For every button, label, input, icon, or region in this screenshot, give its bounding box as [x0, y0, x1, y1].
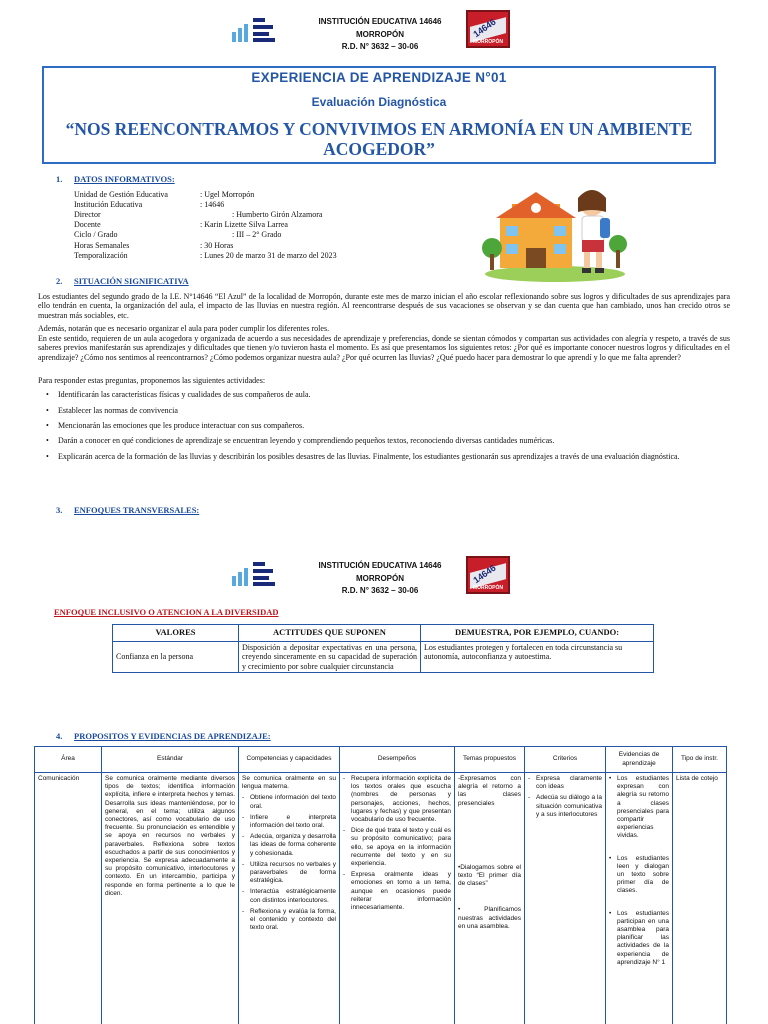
competencia-intro: Se comunica oralmente en su lengua materna. — [242, 775, 336, 791]
enfoque-table — [112, 624, 654, 673]
table-cell: Los estudiantes protegen y fortalecen en toda circunstancia su autonomía, autoconfianza y autoestima. — [421, 642, 654, 673]
situacion-paragraph-1: Los estudiantes del segundo grado de la I.E. N°14646 “El Azul” de la localidad de Morropón, durante este mes de marzo inician el año escolar reflexionando sobre sus logros y dificultades de sus aprendizajes para ello tendrán en cuenta, la organización del aula, el impacto de las lluvias en nuestra región. Al reencontrarse después de sus vacaciones se observan y se dan cuenta que han cambiado, unos han crecido otros se muestran más sociables, etc. — [38, 292, 730, 320]
experience-name: “NOS REENCONTRAMOS Y CONVIVIMOS EN ARMONÍA EN UN AMBIENTE ACOGEDOR” — [65, 119, 693, 159]
situacion-paragraph-4: Para responder estas preguntas, proponemos las siguientes actividades: — [38, 376, 266, 385]
institution-header — [280, 560, 480, 598]
activity-item: • Mencionarán las emociones que les produce interactuar con sus compañeros. — [58, 421, 730, 430]
shield-label: MORROPÓN — [473, 39, 503, 45]
school-shield-icon — [466, 10, 510, 48]
dato-value: : Lunes 20 de marzo 31 de marzo del 2023 — [200, 251, 337, 260]
desempenos-cell — [340, 773, 455, 1024]
dato-value: : 30 Horas — [200, 241, 234, 250]
situacion-paragraph-3: En este sentido, requieren de un aula acogedora y organizada de acuerdo a sus necesidades de aprendizaje y preferencias, donde se sientan cómodos y compartan sus actividades con alegría y respeto, a través de sus saberes previos manifestarán sus aprendizajes y dificultades que tienen y/o tuvieron hasta el momento. Es así que presentamos los siguientes retos: ¿Por qué es importante conocer nuestros logros y dificultades en el aprendizaje? ¿Cómo nos sentimos al reencontrarnos? ¿Cómo podemos organizar nuestra aula? ¿Por qué ocurren las lluvias? ¿Qué puedo hacer para demostrar lo que aprendí y lo que me falta aprender? — [38, 334, 730, 362]
activity-item: • Darán a conocer en qué condiciones de aprendizaje se encuentran leyendo y comprendiendo pequeños textos, reconociendo diversas cantidades numéricas. — [58, 436, 730, 445]
list-item: - Expresa oralmente ideas y emociones en torno a un tema, aunque en ocasiones puede reiterar información innecesariamente. — [343, 871, 451, 912]
activity-item: • Establecer las normas de convivencia — [58, 406, 730, 415]
list-item: - Reflexiona y evalúa la forma, el contenido y contexto del texto oral. — [242, 908, 336, 933]
tema-item: -Expresamos con alegría el retorno a las clases presenciales — [458, 775, 521, 807]
shield-number: 14646 — [471, 16, 498, 40]
table-row — [113, 642, 654, 673]
criterios-cell — [525, 773, 606, 1024]
dato-value: : 14646 — [200, 200, 225, 209]
list-item: - Utiliza recursos no verbales y paraverbales de forma estratégica. — [242, 861, 336, 886]
enfoque-header-row — [113, 625, 654, 642]
dato-label: Institución Educativa — [74, 200, 143, 209]
competencias-cell — [239, 773, 340, 1024]
list-item: • Los estudiantes leen y dialogan un texto sobre primer día de clases. — [609, 855, 669, 896]
school-name: INSTITUCIÓN EDUCATIVA 14646 — [318, 17, 442, 26]
school-town: MORROPÓN — [356, 573, 404, 583]
dato-label: Temporalización — [74, 251, 128, 260]
activity-item: • Identificarán las características físicas y cualidades de sus compañeros de aula. — [58, 390, 730, 399]
list-item: - Obtiene información del texto oral. — [242, 794, 336, 810]
dato-value: : III – 2° Grado — [232, 230, 282, 239]
school-illustration — [482, 178, 628, 282]
institution-header — [280, 16, 480, 54]
dato-label: Docente — [74, 220, 101, 229]
school-name: INSTITUCIÓN EDUCATIVA 14646 — [318, 561, 442, 570]
section-4-heading: 4. PROPOSITOS Y EVIDENCIAS DE APRENDIZAJE: — [56, 731, 271, 741]
column-header: VALORES — [113, 625, 239, 642]
column-header: Temas propuestos — [455, 747, 525, 773]
list-item: - Recupera información explícita de los textos orales que escucha (nombres de personas y personajes, acciones, hechos, lugares y fechas) y que presentan vocabulario de uso frecuente. — [343, 775, 451, 824]
estandar-cell: Se comunica oralmente mediante diversos tipos de textos; identifica información explícita, infiere e interpreta hechos y temas. Desarrolla sus ideas manteniéndose, por lo general, en el tema; utiliza algunos conectores, así como vocabulario de uso frecuente. Su pronunciación es entendible y se apoya en recursos no verbales y paraverbales. Reflexiona sobre textos escuchados a partir de sus conocimientos y experiencia. Se expresa adecuadamente a su propósito comunicativo, interlocutores y contexto. En un intercambio, participa y responde en forma pertinente a lo que le dicen. — [102, 773, 239, 1024]
activity-item: • Explicarán acerca de la formación de las lluvias y describirán los posibles desastres de las lluvias. Finalmente, los estudiantes gestionarán sus aprendizajes a través de una evaluación diagnóstica. — [58, 452, 730, 461]
column-header: ACTITUDES QUE SUPONEN — [239, 625, 421, 642]
school-town: MORROPÓN — [356, 29, 404, 39]
title-box — [42, 66, 716, 164]
institution-logo-icon — [232, 18, 276, 42]
dato-label: Horas Semanales — [74, 241, 130, 250]
section-3-heading: 3. ENFOQUES TRANSVERSALES: — [56, 505, 200, 515]
shield-number: 14646 — [471, 562, 498, 586]
school-resolution: R.D. N° 3632 – 30-06 — [341, 42, 419, 51]
list-item: • Los estudiantes participan en una asamblea para planificar las actividades de la experiencia de aprendizaje N° 1 — [609, 910, 669, 967]
column-header: Tipo de instr. — [673, 747, 727, 773]
propositos-table — [34, 746, 727, 1024]
dato-value: : Karin Lizette Silva Larrea — [200, 220, 288, 229]
propositos-header-row — [35, 747, 727, 773]
table-row — [35, 773, 727, 1024]
list-item: - Adecúa, organiza y desarrolla las ideas de forma coherente y cohesionada. — [242, 833, 336, 858]
column-header: Desempeños — [340, 747, 455, 773]
capacidades-list — [242, 794, 336, 932]
instrumento-cell: Lista de cotejo — [673, 773, 727, 1024]
tema-item: • Planificamos nuestras actividades en una asamblea. — [458, 906, 521, 930]
column-header: Competencias y capacidades — [239, 747, 340, 773]
shield-label: MORROPÓN — [473, 585, 503, 591]
school-resolution: R.D. N° 3632 – 30-06 — [341, 586, 419, 595]
list-item: - Interactúa estratégicamente con distintos interlocutores. — [242, 888, 336, 904]
list-item: • Los estudiantes expresan con alegría su retorno a clases presenciales para compartir experiencias vividas. — [609, 775, 669, 841]
dato-value: : Humberto Girón Alzamora — [232, 210, 323, 219]
institution-logo-icon — [232, 562, 276, 586]
enfoque-title: ENFOQUE INCLUSIVO O ATENCION A LA DIVERSIDAD — [54, 607, 279, 617]
experience-subtitle: Evaluación Diagnóstica — [311, 95, 447, 109]
dato-label: Unidad de Gestión Educativa — [74, 190, 168, 199]
table-cell: Confianza en la persona — [113, 642, 239, 673]
dato-value: : Ugel Morropón — [200, 190, 255, 199]
tema-item: •Dialogamos sobre el texto “El primer día de clases” — [458, 863, 521, 888]
section-1-heading: 1. DATOS INFORMATIVOS: — [56, 174, 175, 184]
column-header: Evidencias de aprendizaje — [606, 747, 673, 773]
school-shield-icon — [466, 556, 510, 594]
experience-title: EXPERIENCIA DE APRENDIZAJE N°01 — [251, 70, 507, 85]
situacion-paragraph-2: Además, notarán que es necesario organizar el aula para poder cumplir los diferentes roles. — [38, 324, 330, 333]
dato-label: Director — [74, 210, 101, 219]
evidencias-list — [609, 775, 669, 967]
list-item: - Dice de qué trata el texto y cuál es su propósito comunicativo; para ello, se apoya en la información recurrente del texto y en su experiencia. — [343, 827, 451, 868]
area-cell: Comunicación — [35, 773, 102, 1024]
list-item: - Adecúa su diálogo a la situación comunicativa y a sus interlocutores — [528, 794, 602, 819]
table-cell: Disposición a depositar expectativas en una persona, creyendo sinceramente en su capacidad de superación y crecimiento por sobre cualquier circunstancia — [239, 642, 421, 673]
column-header: Estándar — [102, 747, 239, 773]
list-item: - Infiere e interpreta información del texto oral. — [242, 814, 336, 830]
evidencias-cell — [606, 773, 673, 1024]
criterios-list — [528, 775, 602, 819]
column-header: Criterios — [525, 747, 606, 773]
column-header: Área — [35, 747, 102, 773]
list-item: - Expresa claramente con ideas — [528, 775, 602, 791]
temas-cell — [455, 773, 525, 1024]
desempenos-list — [343, 775, 451, 912]
dato-label: Ciclo / Grado — [74, 230, 118, 239]
section-2-heading: 2. SITUACIÓN SIGNIFICATIVA — [56, 276, 189, 286]
column-header: DEMUESTRA, POR EJEMPLO, CUANDO: — [421, 625, 654, 642]
